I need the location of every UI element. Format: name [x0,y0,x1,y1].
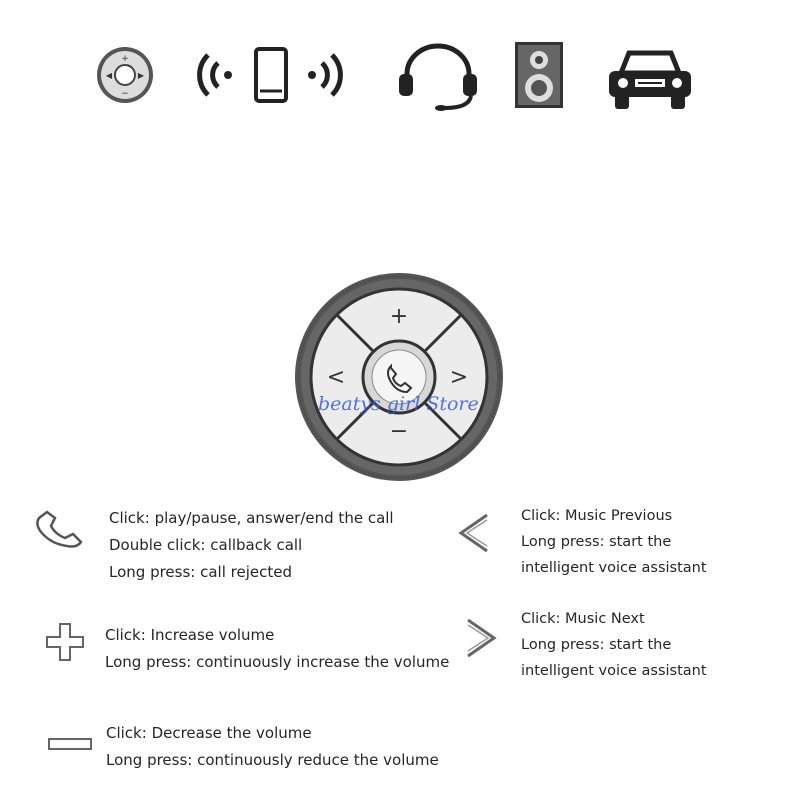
previous-line-1: Click: Music Previous [521,508,673,524]
previous-instructions [521,503,707,581]
minus-icon [47,736,93,752]
svg-text:+: + [389,304,409,329]
plus-line-2: Long press: continuously increase the volume [105,653,450,671]
store-watermark: beatys girl Store [318,393,479,415]
minus-instructions [106,720,439,774]
call-line-2: Double click: callback call [109,536,303,554]
phone-wireless-icon [188,45,352,105]
previous-line-2: Long press: start the [521,534,672,550]
next-line-1: Click: Music Next [521,611,645,627]
car-icon [605,45,695,113]
svg-text:+: + [121,54,129,64]
call-instructions [109,505,394,586]
svg-text:◀: ◀ [105,71,113,80]
remote-control-button [292,270,506,484]
next-line-3: intelligent voice assistant [521,663,707,679]
svg-text:<: < [326,365,346,390]
svg-text:−: − [121,89,129,99]
plus-instructions [105,622,449,676]
remote-button-icon [95,45,155,105]
plus-icon [45,622,85,662]
next-instructions [521,606,707,684]
call-line-1: Click: play/pause, answer/end the call [109,509,394,527]
minus-line-2: Long press: continuously reduce the volume [106,751,439,769]
previous-line-3: intelligent voice assistant [521,560,707,576]
phone-handset-icon [33,510,87,550]
svg-text:>: > [449,365,469,390]
svg-text:−: − [389,419,409,444]
next-line-2: Long press: start the [521,637,672,653]
minus-line-1: Click: Decrease the volume [106,724,312,742]
plus-line-1: Click: Increase volume [105,626,275,644]
chevron-right-icon [465,617,499,659]
speaker-icon [513,40,565,110]
headset-icon [397,40,479,112]
chevron-left-icon [455,512,491,554]
call-line-3: Long press: call rejected [109,563,292,581]
svg-text:▶: ▶ [137,71,145,80]
